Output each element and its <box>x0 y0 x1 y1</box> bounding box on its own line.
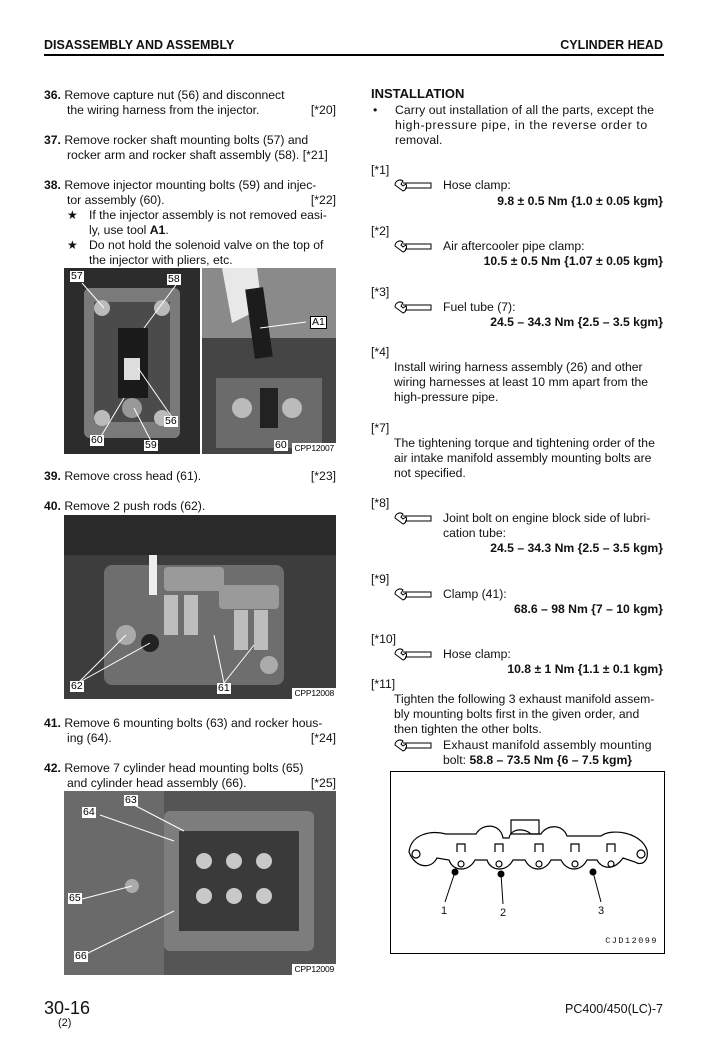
photo-code: CPP12009 <box>294 964 334 974</box>
note-star: ★ If the injector assembly is not removed easi- ly, use tool A1. <box>67 208 327 237</box>
ref-tag-1: [*1] <box>371 163 390 177</box>
callout-label: 56 <box>165 415 177 427</box>
note-star: ★ Do not hold the solenoid valve on the top of the injector with pliers, etc. <box>67 238 324 267</box>
step-37: 37. Remove rocker shaft mounting bolts (57) and rocker arm and rocker shaft assembly (58). [*21] <box>44 133 328 162</box>
step-38: 38. Remove injector mounting bolts (59) and injec- tor assembly (60). [*22] ★ If the injector assembly is not removed easi- ly, use tool A1. ★ Do not hold the solenoid valve on the top of the injector with pliers, etc. <box>44 178 336 267</box>
callout-label: 65 <box>69 892 81 904</box>
photo-code: CPP12007 <box>294 443 334 453</box>
callout-label: 64 <box>83 806 95 818</box>
tool-label: A1 <box>312 316 325 328</box>
ref-tag-11: [*11] <box>371 677 396 691</box>
header-rule <box>44 54 664 56</box>
torque-value: 10.5 ± 0.5 Nm {1.07 ± 0.05 kgm} <box>483 254 663 268</box>
step-36: 36. Remove capture nut (56) and disconnect the wiring harness from the injector. [*20] <box>44 88 336 117</box>
torque-label: Joint bolt on engine block side of lubri- cation tube: <box>443 511 651 540</box>
model-code: PC400/450(LC)-7 <box>565 1002 663 1016</box>
ref-tag: [*24] <box>310 731 336 745</box>
callout-label: 60 <box>275 439 287 451</box>
torque-label: Fuel tube (7): <box>443 300 516 314</box>
instruction-text: The tightening torque and tightening order of the air intake manifold assembly mounting bolts are not specified. <box>394 436 655 480</box>
page-number: 30-16 <box>44 998 91 1018</box>
ref-tag: [*22] <box>310 193 336 207</box>
torque-label: Hose clamp: <box>443 647 511 661</box>
instruction-text: Install wiring harness assembly (26) and other wiring harnesses at least 10 mm apart from the high-pressure pipe. <box>394 360 649 404</box>
torque-value: 10.8 ± 1 Nm {1.1 ± 0.1 kgm} <box>507 662 663 676</box>
torque-label: Hose clamp: <box>443 178 511 192</box>
photo-cylinder-head <box>64 791 336 975</box>
wrench-icon <box>393 178 433 192</box>
diagram-label: 3 <box>598 905 605 917</box>
ref-tag-8: [*8] <box>371 496 390 510</box>
ref-tag: [*25] <box>310 776 336 790</box>
page-revision: (2) <box>58 1017 72 1029</box>
photo-push-rods <box>64 515 336 699</box>
exhaust-manifold-diagram <box>390 771 665 954</box>
photo-tool-a1 <box>202 268 336 454</box>
photo-code: CPP12008 <box>294 688 334 698</box>
torque-value: 24.5 – 34.3 Nm {2.5 – 3.5 kgm} <box>490 315 663 329</box>
photo-injector-top-view <box>64 268 200 454</box>
ref-tag-10: [*10] <box>371 632 397 646</box>
callout-label: 66 <box>75 950 87 962</box>
torque-value: 68.6 – 98 Nm {7 – 10 kgm} <box>513 602 663 616</box>
instruction-text: Tighten the following 3 exhaust manifold assem- bly mounting bolts first in the given order, and then tighten the other bolts. <box>394 692 655 736</box>
wrench-icon <box>393 511 433 525</box>
callout-label: 58 <box>168 273 180 285</box>
step-41: 41. Remove 6 mounting bolts (63) and rocker hous- ing (64). [*24] <box>44 716 336 745</box>
ref-tag-9: [*9] <box>371 572 390 586</box>
header-chapter-title: CYLINDER HEAD <box>560 38 663 52</box>
callout-label: 63 <box>125 794 137 806</box>
ref-tag-7: [*7] <box>371 421 390 435</box>
step-40: 40. Remove 2 push rods (62). <box>44 499 206 513</box>
bullet: • <box>373 103 378 117</box>
ref-tag: [*20] <box>310 103 336 117</box>
callout-label: 59 <box>145 439 157 451</box>
diagram-label: 2 <box>500 907 507 919</box>
installation-intro: • Carry out installation of all the parts, except the high-pressure pipe, in the reverse order to removal. <box>373 103 655 147</box>
wrench-icon <box>393 300 433 314</box>
diagram-label: 1 <box>441 905 448 917</box>
torque-label: Clamp (41): <box>443 587 507 601</box>
installation-heading: INSTALLATION <box>371 86 465 101</box>
ref-tag: [*23] <box>310 469 336 483</box>
ref-tag-2: [*2] <box>371 224 390 238</box>
manifold-drawing <box>391 772 664 953</box>
star-icon: ★ <box>67 238 78 252</box>
ref-tag-4: [*4] <box>371 345 390 359</box>
header-section-title: DISASSEMBLY AND ASSEMBLY <box>44 38 235 52</box>
callout-label: 62 <box>71 680 83 692</box>
torque-label: Air aftercooler pipe clamp: <box>443 239 585 253</box>
wrench-icon <box>393 239 433 253</box>
callout-label: 57 <box>71 270 83 282</box>
callout-label: 60 <box>91 434 103 446</box>
torque-value: 24.5 – 34.3 Nm {2.5 – 3.5 kgm} <box>490 541 663 555</box>
torque-spec: Exhaust manifold assembly mounting bolt: 58.8 – 73.5 Nm {6 – 7.5 kgm} <box>443 738 652 767</box>
wrench-icon <box>393 647 433 661</box>
callout-label: 61 <box>218 682 230 694</box>
wrench-icon <box>393 587 433 601</box>
step-39: 39. Remove cross head (61). [*23] <box>44 469 336 483</box>
step-42: 42. Remove 7 cylinder head mounting bolts (65) and cylinder head assembly (66). [*25] <box>44 761 336 790</box>
star-icon: ★ <box>67 208 78 222</box>
torque-value: 9.8 ± 0.5 Nm {1.0 ± 0.05 kgm} <box>497 194 663 208</box>
wrench-icon <box>393 738 433 752</box>
ref-tag-3: [*3] <box>371 285 390 299</box>
diagram-code: CJD12099 <box>605 936 658 946</box>
